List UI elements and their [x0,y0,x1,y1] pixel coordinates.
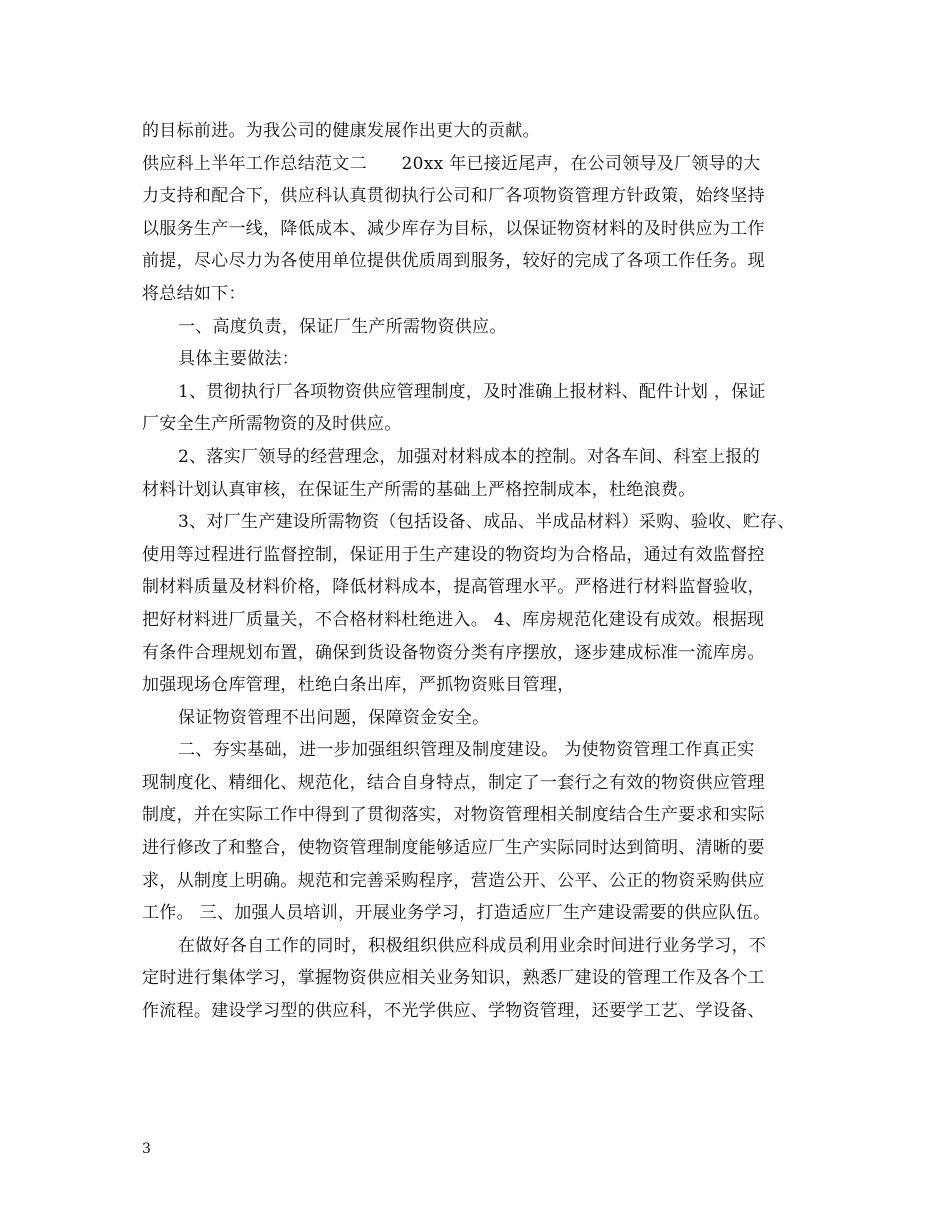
text-line: 以服务生产一线，降低成本、减少库存为目标，以保证物资材料的及时供应为工作 [142,218,765,239]
text-line: 把好材料进厂质量关，不合格材料杜绝进入。 4、库房规范化建设有成效。根据现 [142,609,765,630]
text-line: 二、夯实基础，进一步加强组织管理及制度建设。 为使物资管理工作真正实 [178,740,755,761]
text-line: 工作。 三、加强人员培训，开展业务学习，打造适应厂生产建设需要的供应队伍。 [142,903,771,924]
text-line: 的目标前进。为我公司的健康发展作出更大的贡献。 [142,121,540,141]
text-line: 作流程。建设学习型的供应科，不光学供应、学物资管理，还要学工艺、学设备、 [142,1001,765,1022]
text-line: 厂安全生产所需物资的及时供应。 [142,414,402,435]
text-line: 保证物资管理不出问题，保障资金安全。 [178,707,490,728]
text-line: 加强现场仓库管理，杜绝白条出库，严抓物资账目管理， [142,675,575,696]
text-line: 1、贯彻执行厂各项物资供应管理制度，及时准确上报材料、配件计划 ，保证 [178,381,766,402]
text-line: 材料计划认真审核，在保证生产所需的基础上严格控制成本，杜绝浪费。 [142,479,696,500]
text-line: 在做好各自工作的同时，积极组织供应科成员利用业余时间进行业务学习，不 [178,935,767,956]
text-line: 进行修改了和整合，使物资管理制度能够适应厂生产实际同时达到简明、清晰的要 [142,838,765,859]
text-line: 现制度化、精细化、规范化，结合自身特点，制定了一套行之有效的物资供应管理 [142,772,765,793]
text-line: 前提，尽心尽力为各使用单位提供优质周到服务，较好的完成了各项工作任务。现 [142,251,765,272]
text-line: 具体主要做法： [178,349,300,370]
text-line: 力支持和配合下，供应科认真贯彻执行公司和厂各项物资管理方针政策，始终坚持 [142,186,765,207]
text-line: 将总结如下： [142,283,246,304]
text-line: 3、对厂生产建设所需物资（包括设备、成品、半成品材料）采购、验收、贮存、 [178,512,795,533]
text-line: 一、高度负责，保证厂生产所需物资供应。 [178,316,507,337]
text-line: 制材料质量及材料价格，降低材料成本，提高管理水平。严格进行材料监督验收， [142,577,765,598]
text-line: 制度，并在实际工作中得到了贯彻落实，对物资管理相关制度结合生产要求和实际 [142,805,765,826]
text-line: 定时进行集体学习，掌握物资供应相关业务知识，熟悉厂建设的管理工作及各个工 [142,968,765,989]
text-line: 求，从制度上明确。规范和完善采购程序，营造公开、公平、公正的物资采购供应 [142,870,765,891]
page-number: 3 [142,1141,151,1157]
text-line: 使用等过程进行监督控制，保证用于生产建设的物资均为合格品，通过有效监督控 [142,544,765,565]
document-body [142,115,814,1028]
text-line: 有条件合理规划布置，确保到货设备物资分类有序摆放，逐步建成标准一流库房。 [142,642,765,663]
text-line: 2、落实厂领导的经营理念，加强对材料成本的控制。对各车间、科室上报的 [178,446,761,467]
text-line: 供应科上半年工作总结范文二 20xx 年已接近尾声，在公司领导及厂领导的大 [142,153,761,174]
